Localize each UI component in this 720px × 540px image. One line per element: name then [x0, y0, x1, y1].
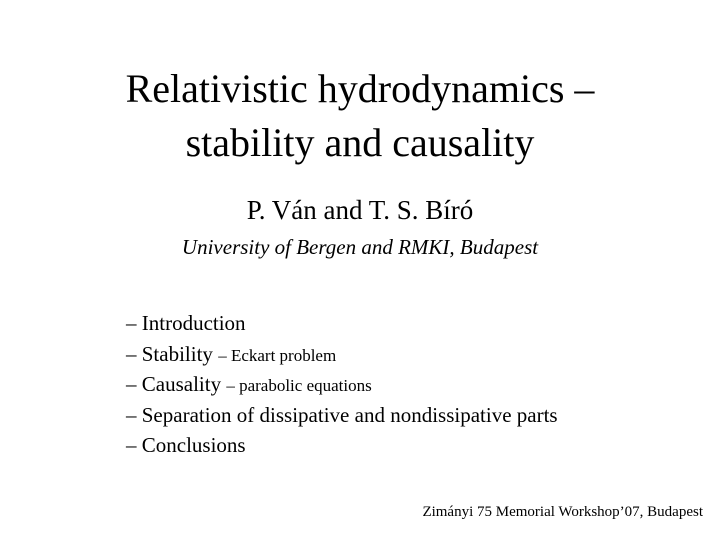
- outline-item-sub: – Eckart problem: [218, 345, 337, 365]
- outline-item-main: – Stability: [126, 341, 219, 366]
- outline-item-main: – Separation of dissipative and nondissipative parts: [126, 402, 558, 427]
- footer-event: Zimányi 75 Memorial Workshop’07, Budapest: [422, 504, 703, 520]
- outline-item-main: – Conclusions: [126, 433, 246, 457]
- title-line-2: stability and causality: [185, 120, 535, 165]
- affiliation: University of Bergen and RMKI, Budapest: [181, 235, 539, 259]
- outline-item-stability: [126, 340, 558, 371]
- outline-item-separation: [126, 401, 558, 432]
- slide-title: [0, 62, 720, 170]
- outline-list: [126, 309, 558, 462]
- outline-item-sub: – parabolic equations: [226, 376, 372, 395]
- authors: P. Ván and T. S. Bíró: [246, 195, 474, 225]
- title-line-1: Relativistic hydrodynamics –: [125, 66, 595, 111]
- outline-item-causality: [126, 370, 558, 401]
- outline-item-main: – Causality: [126, 372, 227, 396]
- outline-item-introduction: [126, 309, 558, 340]
- outline-item-main: – Introduction: [126, 311, 246, 335]
- outline-item-conclusions: [126, 431, 558, 462]
